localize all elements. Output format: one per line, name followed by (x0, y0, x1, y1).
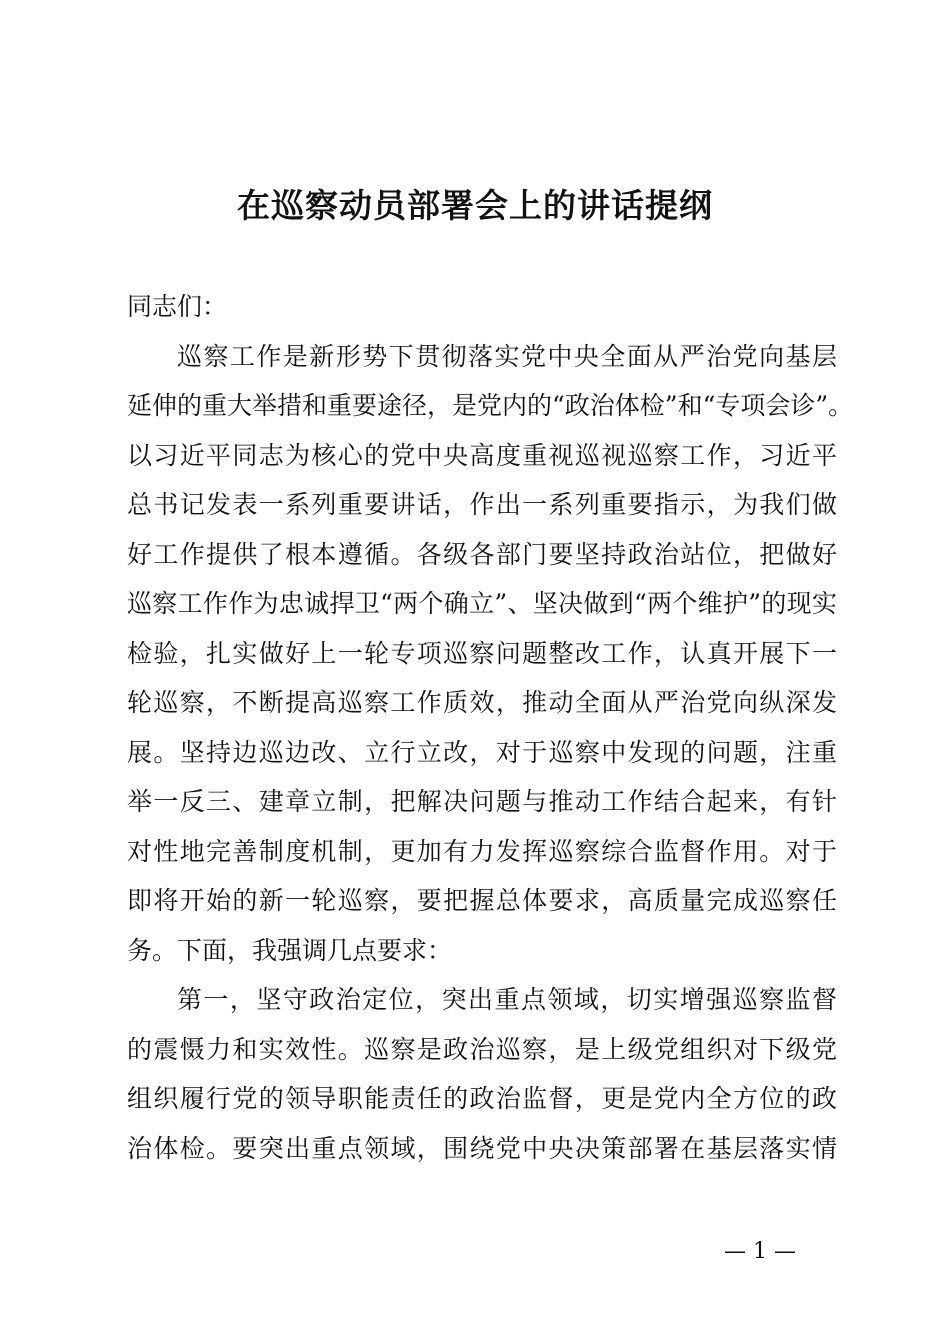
document-body (127, 282, 854, 1173)
paragraph-line: 以习近平同志为核心的党中央高度重视巡视巡察工作，习近平 (127, 440, 837, 470)
paragraph-line: 即将开始的新一轮巡察，要把握总体要求，高质量完成巡察任 (127, 886, 837, 915)
paragraph-line: 展。坚持边巡边改、立行立改，对于巡察中发现的问题，注重 (127, 737, 837, 767)
paragraph-line: 举一反三、建章立制，把解决问题与推动工作结合起来，有针 (127, 787, 837, 816)
page-number: — 1 — (724, 1239, 796, 1264)
paragraph-line: 组织履行党的领导职能责任的政治监督，更是党内全方位的政 (127, 1084, 837, 1113)
paragraph-line: 治体检。要突出重点领域，围绕党中央决策部署在基层落实情 (127, 1133, 837, 1163)
paragraph-line: 对性地完善制度机制，更加有力发挥巡察综合监督作用。对于 (127, 836, 837, 866)
paragraph-line: 巡察工作是新形势下贯彻落实党中央全面从严治党向基层 (177, 341, 837, 371)
paragraph-line: 的震慑力和实效性。巡察是政治巡察，是上级党组织对下级党 (127, 1034, 837, 1064)
paragraph-line: 务。下面，我强调几点要求： (127, 935, 453, 965)
paragraph-line: 巡察工作作为忠诚捍卫“两个确立”、坚决做到“两个维护”的现实 (127, 589, 837, 618)
paragraph-line: 延伸的重大举措和重要途径，是党内的“政治体检”和“专项会诊”。 (127, 391, 854, 420)
paragraph-line: 总书记发表一系列重要讲话，作出一系列重要指示，为我们做 (127, 490, 837, 519)
paragraph-line: 检验，扎实做好上一轮专项巡察问题整改工作，认真开展下一 (127, 638, 837, 668)
paragraph-line: 轮巡察，不断提高巡察工作质效，推动全面从严治党向纵深发 (127, 688, 837, 717)
paragraph-line: 第一，坚守政治定位，突出重点领域，切实增强巡察监督 (177, 985, 837, 1014)
paragraph-line: 好工作提供了根本遵循。各级各部门要坚持政治站位，把做好 (127, 539, 837, 569)
document-title: 在巡察动员部署会上的讲话提纲 (237, 186, 713, 225)
salutation: 同志们： (127, 292, 228, 321)
